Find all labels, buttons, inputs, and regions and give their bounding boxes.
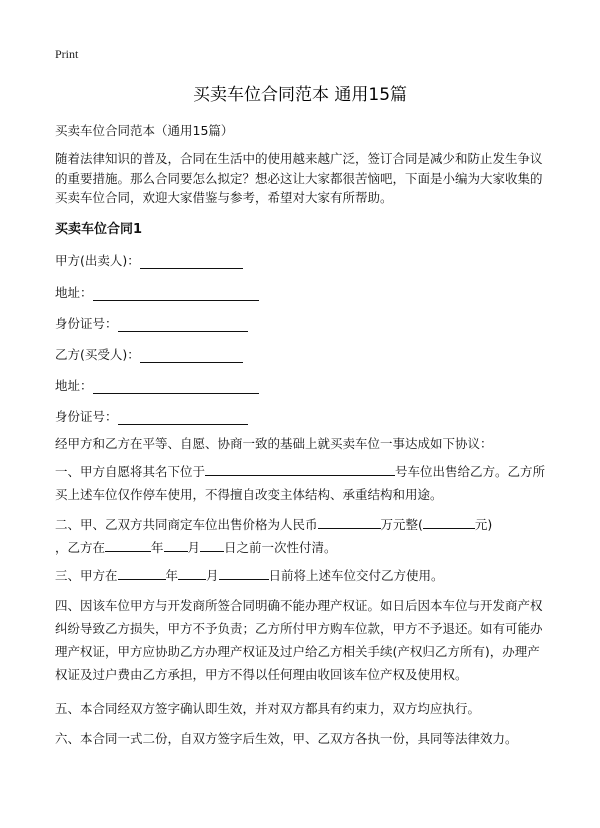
clause-text: 月 [206,568,219,583]
clause-text: 日之前一次性付清。 [224,540,337,555]
field-label: 地址： [55,378,93,393]
field-label: 乙方(买受人)： [55,347,140,362]
clause-text: 三、甲方在 [55,568,118,583]
print-link[interactable]: Print [55,47,79,61]
location-blank [205,463,395,476]
clause-text: 日前将上述车位交付乙方使用。 [268,568,444,583]
seller-id-field [55,314,248,332]
clause-3 [55,564,550,587]
page-title: 买卖车位合同范本 通用15篇 [192,85,408,105]
clause-text: 一、甲方自愿将其名下位于 [55,464,206,479]
field-label: 身份证号： [55,409,118,424]
clause-text: 年 [165,568,179,583]
delivery-year-blank [118,567,166,580]
clause-5: 五、本合同经双方签字确认即生效，并对双方都具有约束力，双方均应执行。 [55,701,481,716]
clause-text: 二、甲、乙双方共同商定车位出售价格为人民币 [55,517,318,532]
buyer-address-field [55,376,259,394]
clause-text: 号车位出售给乙方。乙方所买上述车位仅作停车使用，不得擅自改变主体结构、承重结构和用途。 [55,464,546,502]
agreement-intro: 经甲方和乙方在平等、自愿、协商一致的基础上就买卖车位一事达成如下协议： [55,436,493,451]
intro-paragraph: 随着法律知识的普及，合同在生活中的使用越来越广泛，签订合同是减少和防止发生争议的重要措施。那么合同要怎么拟定？想必这让大家都很苦恼吧，下面是小编为大家收集的买卖车位合同，欢迎大家借鉴与参考，希望对大家有所帮助。 [55,151,543,205]
buyer-id-blank [118,412,248,425]
payment-day-blank [200,539,224,552]
clause-text: 年 [151,540,164,555]
seller-id-blank [118,319,248,332]
delivery-month-blank [178,567,206,580]
buyer-name-field [55,345,243,363]
payment-month-blank [164,539,188,552]
field-label: 地址： [55,285,93,300]
price-wan-blank [318,516,381,529]
field-label: 身份证号： [55,316,118,331]
seller-name-field [55,251,243,269]
buyer-name-blank [140,350,243,363]
clause-4: 四、因该车位甲方与开发商所签合同明确不能办理产权证。如日后因本车位与开发商产权纠纷导致乙方损失，甲方不予负责；乙方所付甲方购车位款，甲方不予退还。如有可能办理产权证，甲方应协助乙方办理产权证及过户给乙方相关手续(产权归乙方所有)，办理产权证及过户费由乙方承担，甲方不得以任何理由收回该车位产权及使用权。 [55,598,543,682]
clause-6: 六、本合同一式二份，自双方签字后生效，甲、乙双方各执一份，具同等法律效力。 [55,731,518,746]
seller-name-blank [140,256,243,269]
clause-text: 万元整( [380,517,423,532]
payment-year-blank [105,539,151,552]
section-heading: 买卖车位合同1 [55,222,143,237]
clause-1 [55,460,550,506]
delivery-day-blank [219,567,269,580]
seller-address-field [55,283,259,301]
clause-text: ，乙方在 [55,540,106,555]
price-yuan-blank [423,516,475,529]
clause-2 [55,513,550,559]
document-subtitle: 买卖车位合同范本（通用15篇） [55,123,234,138]
field-label: 甲方(出卖人)： [55,253,140,268]
clause-text: 月 [187,540,201,555]
buyer-address-blank [93,381,259,394]
seller-address-blank [93,288,259,301]
buyer-id-field [55,407,248,425]
clause-text: 元) [474,517,493,532]
